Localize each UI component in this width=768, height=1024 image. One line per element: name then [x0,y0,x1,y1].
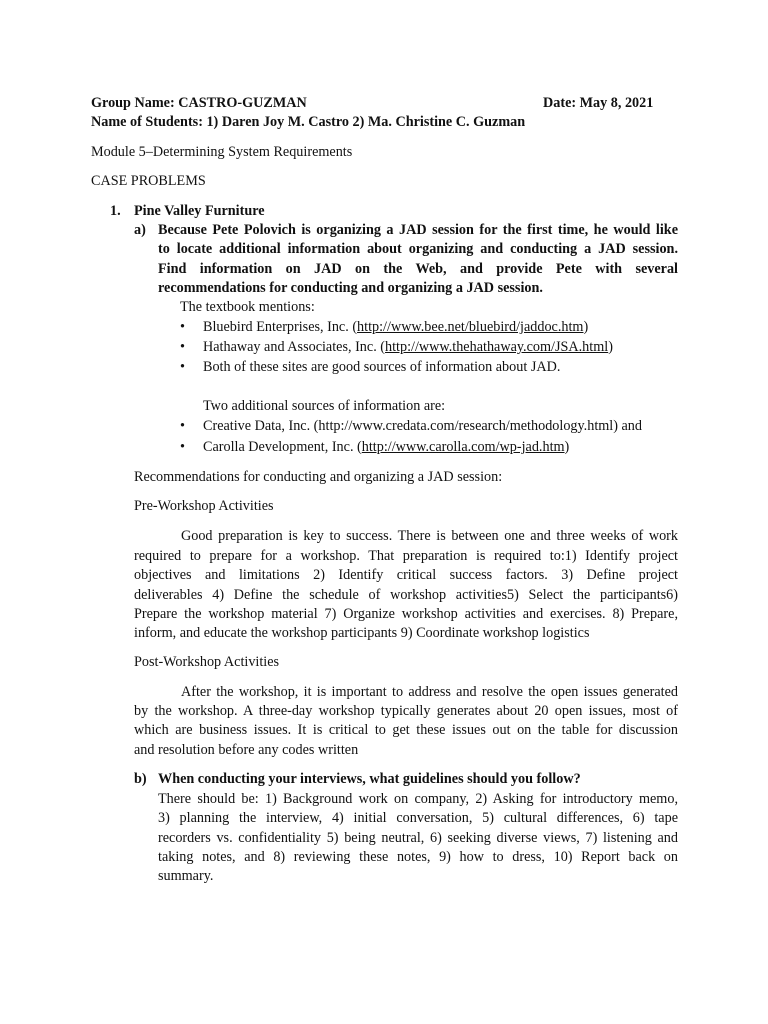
answer-b-line: taking notes, and 8) reviewing these notes, 9) how to dress, 10) Report back on [158,849,678,865]
pre-workshop-line: Good preparation is key to success. There is between one and three weeks of work [181,528,678,544]
question-a-line: Because Pete Polovich is organizing a JAD session for the first time, he would like [158,222,678,238]
additional-intro: Two additional sources of information are: [203,398,446,414]
answer-b-line: recorders vs. confidentiality 5) being neutral, 6) seeking diverse views, 7) listening and [158,830,678,846]
question-a-line: recommendations for conducting and organizing a JAD session. [158,280,543,296]
problem-title: Pine Valley Furniture [134,203,265,219]
textbook-intro: The textbook mentions: [180,299,315,315]
bullet-icon: • [180,418,185,434]
bullet-icon: • [180,339,185,355]
bullet-icon: • [180,439,185,455]
list-item: Bluebird Enterprises, Inc. (http://www.bee.net/bluebird/jaddoc.htm) [203,319,589,335]
answer-b-line: summary. [158,868,214,884]
problem-number: 1. [110,203,121,219]
bluebird-link[interactable]: http://www.bee.net/bluebird/jaddoc.htm [357,319,584,335]
pre-workshop-title: Pre-Workshop Activities [134,498,274,514]
pre-workshop-line: objectives and limitations 2) Identify critical success factors. 3) Define project [134,567,678,583]
list-item: Hathaway and Associates, Inc. (http://www.thehathaway.com/JSA.html) [203,339,613,355]
answer-b-line: There should be: 1) Background work on company, 2) Asking for introductory memo, [158,791,678,807]
carolla-link[interactable]: http://www.carolla.com/wp-jad.htm [361,439,565,455]
hathaway-link[interactable]: http://www.thehathaway.com/JSA.html [385,339,609,355]
list-item: Carolla Development, Inc. (http://www.carolla.com/wp-jad.htm) [203,439,570,455]
list-item: Both of these sites are good sources of information about JAD. [203,359,561,375]
pre-workshop-line: required to prepare for a workshop. That preparation is required to:1) Identify project [134,548,678,564]
post-workshop-line: After the workshop, it is important to address and resolve the open issues generated [181,684,678,700]
answer-b-line: 3) planning the interview, 4) initial conversation, 5) cultural differences, 6) tape [158,810,678,826]
bullet-icon: • [180,319,185,335]
section-title: CASE PROBLEMS [91,173,206,189]
bullet-icon: • [180,359,185,375]
post-workshop-line: by the workshop. A three-day workshop typically generates about 20 open issues, most of [134,703,678,719]
question-b-label: b) [134,771,147,787]
group-name: Group Name: CASTRO-GUZMAN [91,95,307,111]
question-b-text: When conducting your interviews, what guidelines should you follow? [158,771,581,787]
question-a-line: to locate additional information about organizing and conducting a JAD session. [158,241,678,257]
post-workshop-title: Post-Workshop Activities [134,654,280,670]
post-workshop-line: and resolution before any codes written [134,742,359,758]
list-item: Creative Data, Inc. (http://www.credata.com/research/methodology.html) and [203,418,642,434]
recommendations-title: Recommendations for conducting and organizing a JAD session: [134,469,503,485]
question-a-line: Find information on JAD on the Web, and provide Pete with several [158,261,678,277]
post-workshop-line: which are business issues. It is critical to get these issues out on the table for discussion [134,722,678,738]
pre-workshop-line: inform, and educate the workshop participants 9) Coordinate workshop logistics [134,625,590,641]
question-a-label: a) [134,222,146,238]
pre-workshop-line: Prepare the workshop material 7) Organize workshop activities and exercises. 8) Prepare, [134,606,678,622]
student-names: Name of Students: 1) Daren Joy M. Castro 2) Ma. Christine C. Guzman [91,114,526,130]
module-title: Module 5–Determining System Requirements [91,144,353,160]
pre-workshop-line: deliverables 4) Define the schedule of workshop activities5) Select the participants6) [134,587,678,603]
date: Date: May 8, 2021 [543,95,654,111]
